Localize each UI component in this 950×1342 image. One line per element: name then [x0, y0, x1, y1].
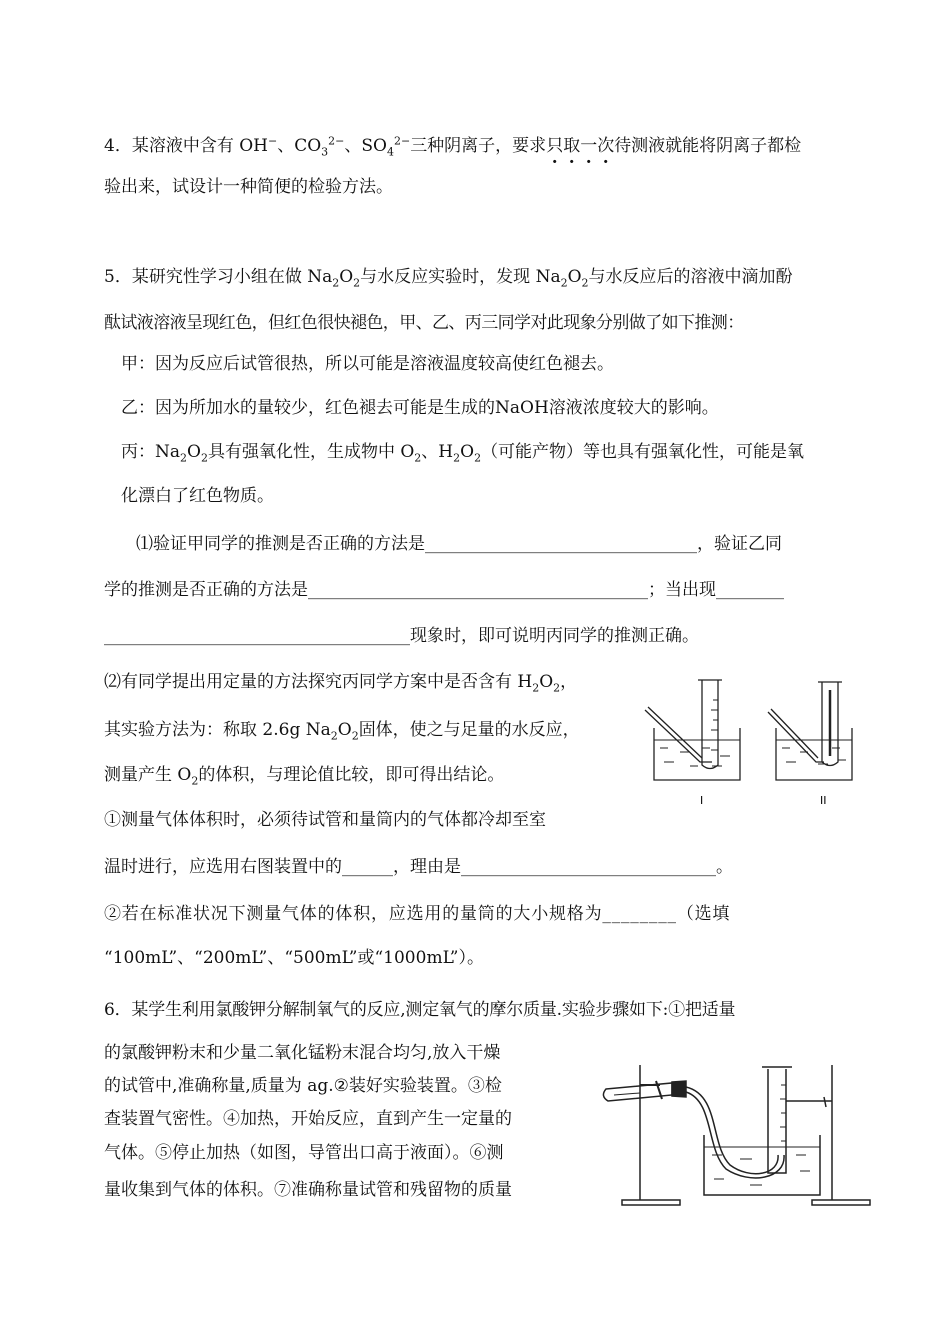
- q4-text: 三种阴离子，要求: [410, 136, 547, 156]
- q5-part2-sub1-line2: [104, 855, 733, 879]
- superscript: 2−: [328, 134, 345, 148]
- subscript: 2: [453, 451, 461, 465]
- q5-part2-sub2: [104, 902, 730, 926]
- q5-text: （选填: [676, 904, 731, 924]
- q5-text: 具有强氧化性，生成物中 O: [207, 442, 415, 462]
- q5-text: O: [339, 267, 354, 287]
- q5-part1-line3: [104, 624, 699, 648]
- q5-bing: [121, 440, 804, 464]
- q5-line-2: 酞试液溶液呈现红色，但红色很快褪色，甲、乙、丙三同学对此现象分别做了如下推测：: [104, 313, 744, 333]
- apparatus-i: [645, 680, 740, 780]
- q6-line-1: 6．某学生利用氯酸钾分解制氧气的反应,测定氧气的摩尔质量.实验步骤如下:①把适量: [104, 1000, 736, 1020]
- answer-blank[interactable]: ________: [602, 904, 677, 924]
- emphasis-char: 一: [580, 136, 598, 156]
- q5-text: 固体，使之与足量的水反应，: [358, 720, 580, 740]
- q5-text: （可能产物）等也具有强氧化性，可能是氧: [481, 442, 805, 462]
- subscript: 2: [474, 451, 482, 465]
- subscript: 2: [330, 729, 338, 743]
- q4-text: 、CO: [277, 136, 322, 156]
- apparatus-ii: [768, 682, 852, 780]
- q5-text: 与水反应实验时，发现 Na: [360, 267, 561, 287]
- subscript: 2: [332, 276, 340, 290]
- answer-blank[interactable]: ______: [342, 857, 393, 877]
- q5-text: ，验证乙同: [697, 534, 782, 554]
- answer-blank[interactable]: ________________________________________: [308, 580, 648, 600]
- q6-line-2: 的氯酸钾粉末和少量二氧化锰粉末混合均匀,放入干燥: [104, 1043, 501, 1063]
- q5-part2-line1: [104, 670, 577, 694]
- q4-line-2: 验出来，试设计一种简便的检验方法。: [104, 177, 393, 197]
- q5-part2-line2: [104, 718, 580, 742]
- answer-blank[interactable]: ________________________________: [425, 534, 697, 554]
- q5-bing-2: 化漂白了红色物质。: [121, 486, 274, 506]
- answer-blank[interactable]: ________: [716, 580, 784, 600]
- q5-text: ②若在标准状况下测量气体的体积，应选用的量筒的大小规格为: [104, 904, 603, 924]
- subscript: 2: [191, 774, 199, 788]
- emphasis-char: 只: [546, 136, 564, 156]
- answer-blank[interactable]: ____________________________________: [104, 626, 410, 646]
- figure-label-2: II: [820, 794, 827, 807]
- q5-line-1: [104, 265, 793, 289]
- q5-text: O: [567, 267, 582, 287]
- q4-text: 、SO: [344, 136, 387, 156]
- superscript: 2−: [393, 134, 411, 148]
- figure-label-1: I: [700, 794, 704, 807]
- emphasis-char: 次: [597, 136, 615, 156]
- q6-line-4: 查装置气密性。④加热，开始反应，直到产生一定量的: [104, 1109, 512, 1129]
- q5-part1-line2: [104, 578, 784, 602]
- subscript: 2: [353, 276, 361, 290]
- minus-sign: −: [267, 134, 278, 148]
- q5-text: 、H: [421, 442, 454, 462]
- q5-text: 丙：Na: [121, 442, 181, 462]
- q5-text: ，理由是: [393, 857, 461, 877]
- q5-text: 。: [716, 857, 733, 877]
- subscript: 2: [180, 451, 188, 465]
- q5-text: 其实验方法为：称取 2.6g Na: [104, 720, 331, 740]
- q5-text: ；当出现: [648, 580, 716, 600]
- subscript: 2: [414, 451, 422, 465]
- q5-part2-line3: [104, 763, 504, 787]
- q5-text: ⑴验证甲同学的推测是否正确的方法是: [136, 534, 425, 554]
- stand-base-right: [812, 1200, 870, 1205]
- answer-blank[interactable]: ______________________________: [461, 857, 716, 877]
- q4-text: 4．某溶液中含有 OH: [104, 136, 268, 156]
- subscript: 3: [321, 145, 329, 159]
- q5-text: ，: [560, 672, 578, 692]
- q4-text: 待测液就能将阴离子都检: [614, 136, 802, 156]
- q5-jia: 甲：因为反应后试管很热，所以可能是溶液温度较高使红色褪去。: [121, 354, 614, 374]
- emphasis-char: 取: [563, 136, 581, 156]
- q5-yi: 乙：因为所加水的量较少，红色褪去可能是生成的NaOH溶液浓度较大的影响。: [121, 398, 719, 418]
- subscript: 2: [553, 681, 561, 695]
- q5-text: O: [187, 442, 201, 462]
- q6-line-5: 气体。⑤停止加热（如图，导管出口高于液面）。⑥测: [104, 1143, 504, 1163]
- water-trough: [704, 1135, 820, 1195]
- oxygen-generation-figure: [600, 1055, 880, 1215]
- q6-line-3: 的试管中,准确称量,质量为 ag.②装好实验装置。③检: [104, 1076, 502, 1096]
- subscript: 2: [351, 729, 359, 743]
- stand-base-left: [622, 1200, 680, 1205]
- q5-text: O: [539, 672, 554, 692]
- q6-line-6: 量收集到气体的体积。⑦准确称量试管和残留物的质量: [104, 1180, 512, 1200]
- subscript: 2: [532, 681, 540, 695]
- q5-part2-sub2-line2: “100mL”、“200mL”、“500mL”或“1000mL”）。: [104, 948, 484, 968]
- gas-collection-figure: [640, 670, 860, 810]
- q5-text: 现象时，即可说明丙同学的推测正确。: [410, 626, 699, 646]
- q5-text: 的体积，与理论值比较，即可得出结论。: [198, 765, 505, 785]
- subscript: 4: [386, 145, 394, 159]
- subscript: 2: [200, 451, 208, 465]
- subscript: 2: [560, 276, 568, 290]
- q5-text: 5．某研究性学习小组在做 Na: [104, 267, 333, 287]
- q5-text: 测量产生 O: [104, 765, 192, 785]
- q5-part1-line1: [136, 532, 782, 556]
- q5-text: O: [460, 442, 475, 462]
- q5-text: 温时进行，应选用右图装置中的: [104, 857, 342, 877]
- q5-text: 与水反应后的溶液中滴加酚: [588, 267, 793, 287]
- subscript: 2: [581, 276, 589, 290]
- q5-text: O: [337, 720, 352, 740]
- q5-part2-sub1: ①测量气体体积时，必须待试管和量筒内的气体都冷却至室: [104, 810, 546, 830]
- q4-line-1: [104, 134, 801, 158]
- q5-text: 学的推测是否正确的方法是: [104, 580, 308, 600]
- q5-text: ⑵有同学提出用定量的方法探究丙同学方案中是否含有 H: [104, 672, 533, 692]
